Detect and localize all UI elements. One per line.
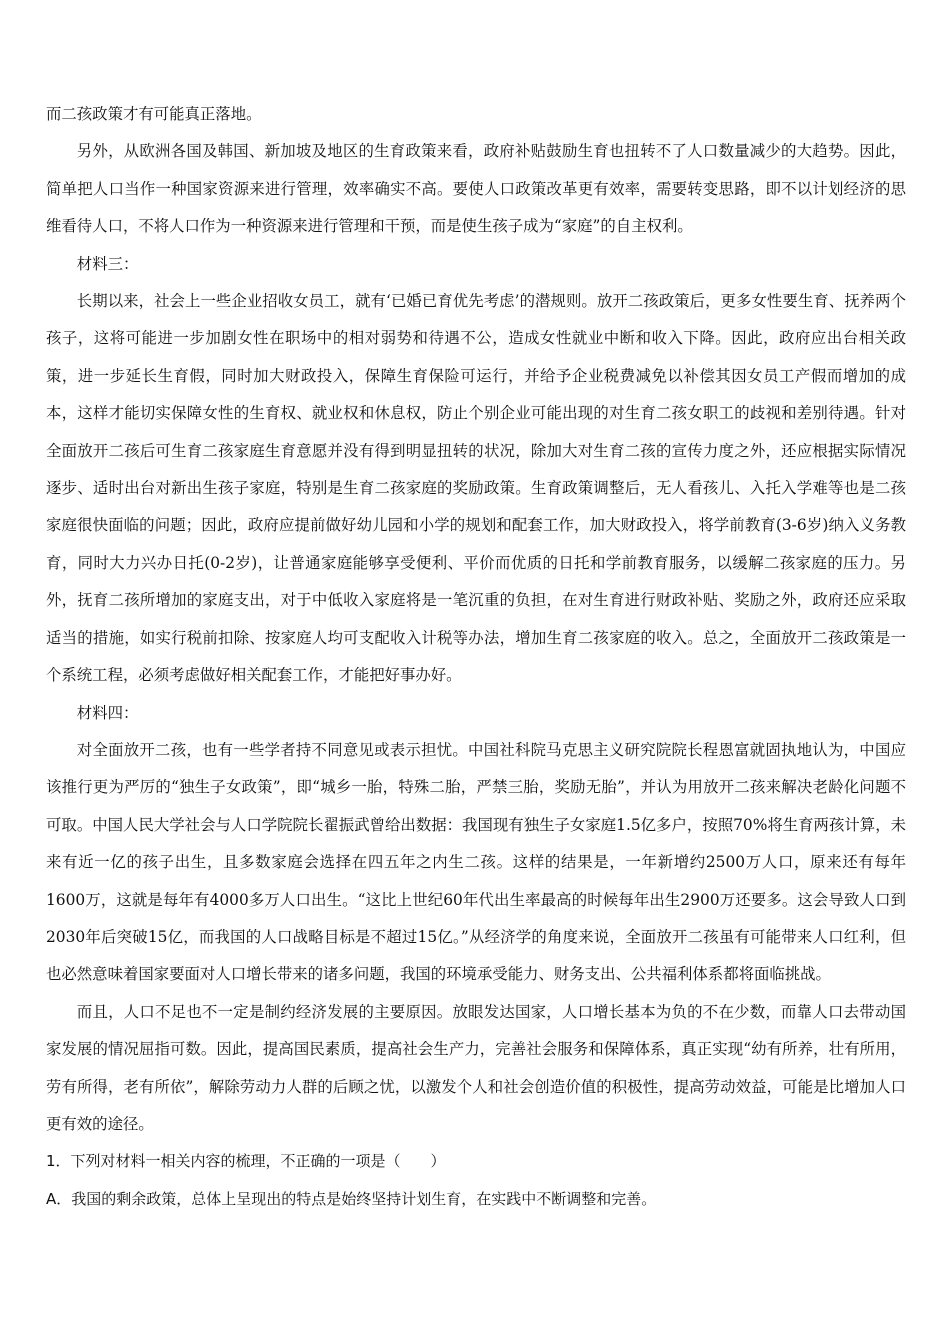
- paragraph-material-4: 对全面放开二孩，也有一些学者持不同意见或表示担忧。中国社科院马克思主义研究院院长程恩富就固执地认为，中国应该推行更为严厉的“独生子女政策”，即“城乡一胎，特殊二胎，严禁三胎，奖励无胎”，并认为用放开二孩来解决老龄化问题不可取。中国人民大学社会与人口学院院长翟振武曾给出数据：我国现有独生子女家庭1.5亿多户，按照70%将生育两孩计算，未来有近一亿的孩子出生，且多数家庭会选择在四五年之内生二孩。这样的结果是，一年新增约2500万人口，原来还有每年1600万，这就是每年有4000多万人口出生。“这比上世纪60年代出生率最高的时候每年出生2900万还要多。这会导致人口到2030年后突破15亿，而我国的人口战略目标是不超过15亿。”从经济学的角度来说，全面放开二孩虽有可能带来人口红利，但也必然意味着国家要面对人口增长带来的诸多问题，我国的环境承受能力、财务支出、公共福利体系都将面临挑战。: [46, 740, 906, 984]
- paragraph-continuation: 而二孩政策才有可能真正落地。: [46, 105, 262, 123]
- section-heading-material-4: 材料四：: [76, 703, 139, 722]
- paragraph-policy-effect: 另外，从欧洲各国及韩国、新加坡及地区的生育政策来看，政府补贴鼓励生育也扭转不了人口数量减少的大趋势。因此，简单把人口当作一种国家资源来进行管理，效率确实不高。要使人口政策改革更有效率，需要转变思路，即不以计划经济的思维看待人口，不将人口作为一种资源来进行管理和干预，而是使生孩子成为“家庭”的自主权利。: [46, 142, 906, 236]
- paragraph-conclusion: 而且，人口不足也不一定是制约经济发展的主要原因。放眼发达国家，人口增长基本为负的不在少数，而靠人口去带动国家发展的情况屈指可数。因此，提高国民素质，提高社会生产力，完善社会服务和保障体系，真正实现“幼有所养，壮有所用，劳有所得，老有所依”，解除劳动力人群的后顾之忧，以激发个人和社会创造价值的积极性，提高劳动效益，可能是比增加人口更有效的途径。: [46, 1002, 906, 1133]
- paragraph-material-3: 长期以来，社会上一些企业招收女员工，就有‘已婚已育优先考虑’的潜规则。放开二孩政策后，更多女性要生育、抚养两个孩子，这将可能进一步加剧女性在职场中的相对弱势和待遇不公，造成女性就业中断和收入下降。因此，政府应出台相关政策，进一步延长生育假，同时加大财政投入，保障生育保险可运行，并给予企业税费减免以补偿其因女员工产假而增加的成本，这样才能切实保障女性的生育权、就业权和休息权，防止个别企业可能出现的对生育二孩女职工的歧视和差别待遇。针对全面放开二孩后可生育二孩家庭生育意愿并没有得到明显扭转的状况，除加大对生育二孩的宣传力度之外，还应根据实际情况逐步、适时出台对新出生孩子家庭，特别是生育二孩家庭的奖励政策。生育政策调整后，无人看孩儿、入托入学难等也是二孩家庭很快面临的问题；因此，政府应提前做好幼儿园和小学的规划和配套工作，加大财政投入，将学前教育(3-6岁)纳入义务教育，同时大力兴办日托(0-2岁)，让普通家庭能够享受便利、平价而优质的日托和学前教育服务，以缓解二孩家庭的压力。另外，抚育二孩所增加的家庭支出，对于中低收入家庭将是一笔沉重的负担，在对生育进行财政补贴、奖励之外，政府还应采取适当的措施，如实行税前扣除、按家庭人均可支配收入计税等办法，增加生育二孩家庭的收入。总之，全面放开二孩政策是一个系统工程，必须考虑做好相关配套工作，才能把好事办好。: [46, 292, 906, 685]
- question-stem: 1．下列对材料一相关内容的梳理，不正确的一项是（ ）: [46, 1152, 446, 1171]
- section-heading-material-3: 材料三：: [76, 254, 139, 273]
- question-option-a: A．我国的剩余政策，总体上呈现出的特点是始终坚持计划生育，在实践中不断调整和完善。: [46, 1189, 657, 1208]
